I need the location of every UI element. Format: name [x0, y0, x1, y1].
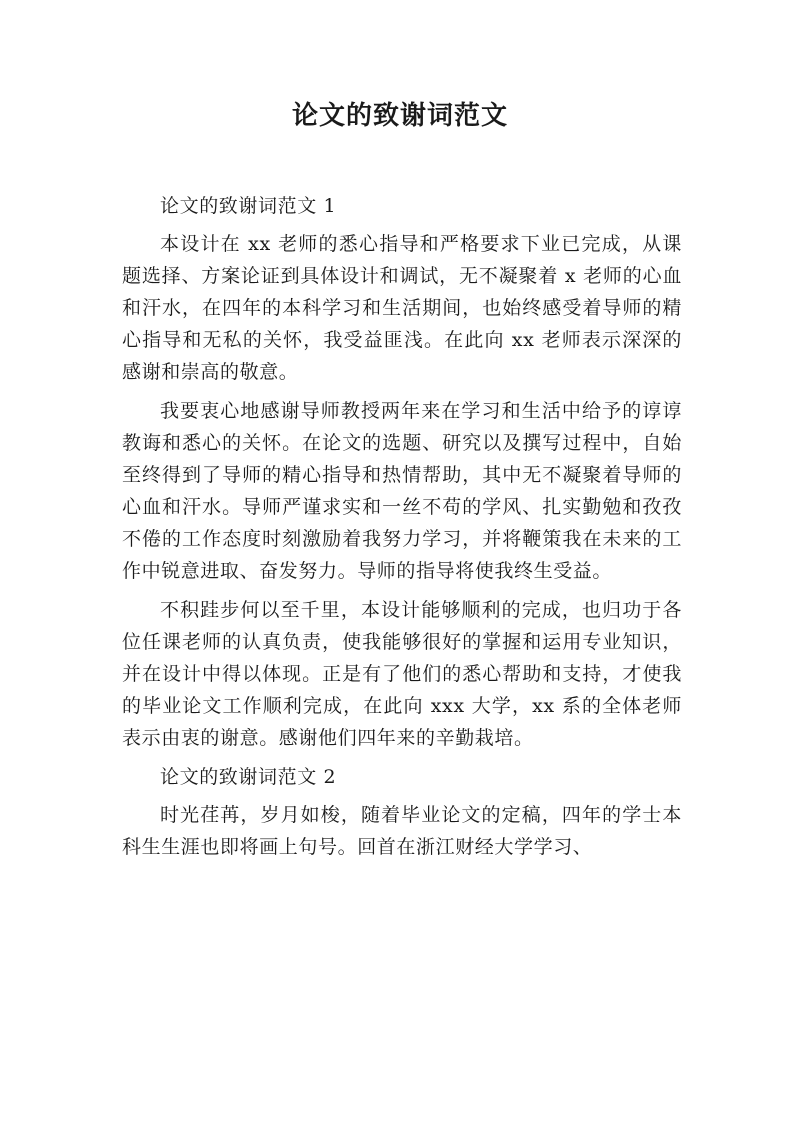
document-title: 论文的致谢词范文 — [291, 101, 508, 131]
section-heading-1: 论文的致谢词范文 1 — [160, 195, 337, 217]
section-heading-2: 论文的致谢词范文 2 — [160, 766, 337, 788]
document-body — [122, 190, 682, 870]
paragraph-2-1: 时光荏苒，岁月如梭，随着毕业论文的定稿，四年的学士本科生生涯也即将画上句号。回首在浙江财经大学学习、 — [122, 804, 682, 858]
paragraph-1-1: 本设计在 xx 老师的悉心指导和严格要求下业已完成，从课题选择、方案论证到具体设计和调试，无不凝聚着 x 老师的心血和汗水，在四年的本科学习和生活期间，也始终感受着导师的精心指导和无私的关怀，我受益匪浅。在此向 xx 老师表示深深的感谢和崇高的敬意。 — [122, 233, 682, 383]
paragraph-1-3: 不积跬步何以至千里，本设计能够顺利的完成，也归功于各位任课老师的认真负责，使我能够很好的掌握和运用专业知识，并在设计中得以体现。正是有了他们的悉心帮助和支持，才使我的毕业论文工作顺利完成，在此向 xxx 大学，xx 系的全体老师表示由衷的谢意。感谢他们四年来的辛勤栽培。 — [122, 599, 682, 749]
paragraph-1-2: 我要衷心地感谢导师教授两年来在学习和生活中给予的谆谆教诲和悉心的关怀。在论文的选题、研究以及撰写过程中，自始至终得到了导师的精心指导和热情帮助，其中无不凝聚着导师的心血和汗水。导师严谨求实和一丝不苟的学风、扎实勤勉和孜孜不倦的工作态度时刻激励着我努力学习，并将鞭策我在未来的工作中锐意进取、奋发努力。导师的指导将使我终生受益。 — [122, 400, 682, 582]
